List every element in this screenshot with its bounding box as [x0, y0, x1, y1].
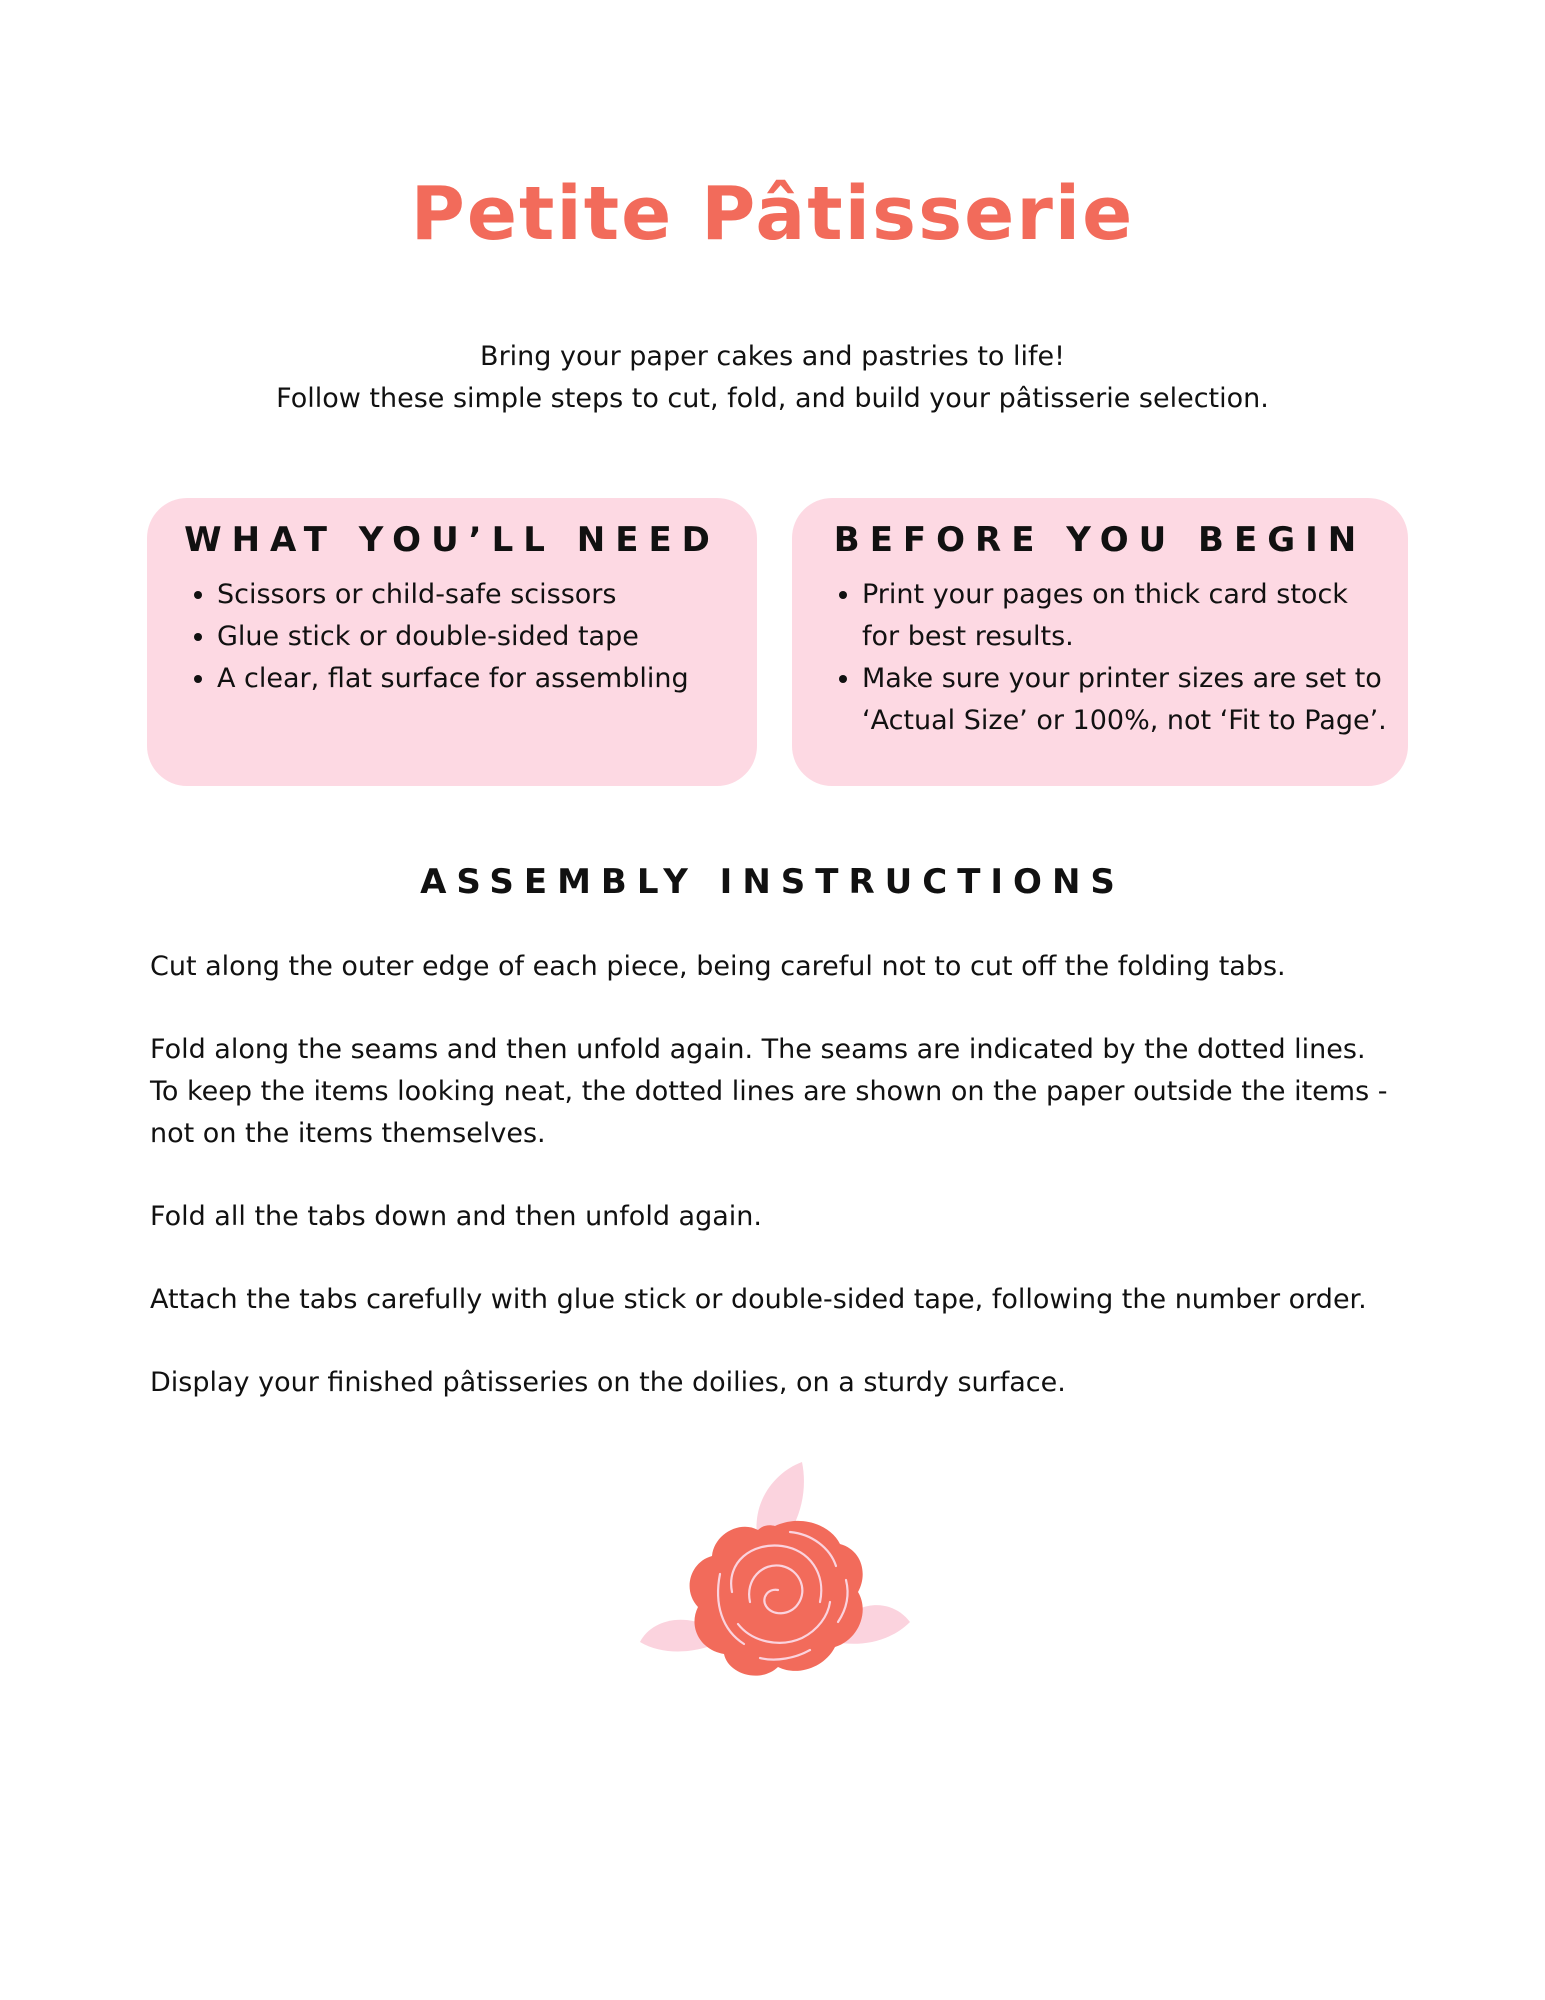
need-list [147, 574, 757, 700]
begin-list [792, 574, 1408, 742]
instruction-step: Fold all the tabs down and then unfold again. [150, 1201, 762, 1232]
before-you-begin-box [792, 498, 1408, 786]
instruction-step: Display your finished pâtisseries on the doilies, on a sturdy surface. [150, 1367, 1066, 1398]
need-item-glue: • Glue stick or double-sided tape [217, 616, 737, 658]
instruction-step: Cut along the outer edge of each piece, being careful not to cut off the folding tabs. [150, 951, 1286, 982]
need-heading: WHAT YOU’LL NEED [184, 520, 720, 560]
begin-item-printer-size: • Make sure your printer sizes are set to ‘Actual Size’ or 100%, not ‘Fit to Page’. [862, 658, 1388, 742]
instruction-step: Fold along the seams and then unfold again. The seams are indicated by the dotted lines. To keep the items looking neat, the dotted lines are shown on the paper outside the items - not on the items themselves. [150, 1034, 1388, 1149]
instruction-step: Attach the tabs carefully with glue stick or double-sided tape, following the number order. [150, 1284, 1367, 1315]
need-item-surface: • A clear, flat surface for assembling [217, 658, 737, 700]
intro-line-1: Bring your paper cakes and pastries to life! [480, 341, 1065, 372]
assembly-instructions [150, 946, 1400, 1445]
intro-text [0, 336, 1545, 420]
page-title: Petite Pâtisserie [410, 171, 1135, 257]
rose-icon [640, 1462, 910, 1692]
intro-line-2: Follow these simple steps to cut, fold, and build your pâtisserie selection. [276, 383, 1269, 414]
rose-bloom [690, 1521, 863, 1676]
what-youll-need-box [147, 498, 757, 786]
assembly-heading: ASSEMBLY INSTRUCTIONS [420, 862, 1125, 902]
begin-item-card-stock: • Print your pages on thick card stock for best results. [862, 574, 1388, 658]
begin-heading: BEFORE YOU BEGIN [833, 520, 1367, 560]
need-item-scissors: • Scissors or child-safe scissors [217, 574, 737, 616]
